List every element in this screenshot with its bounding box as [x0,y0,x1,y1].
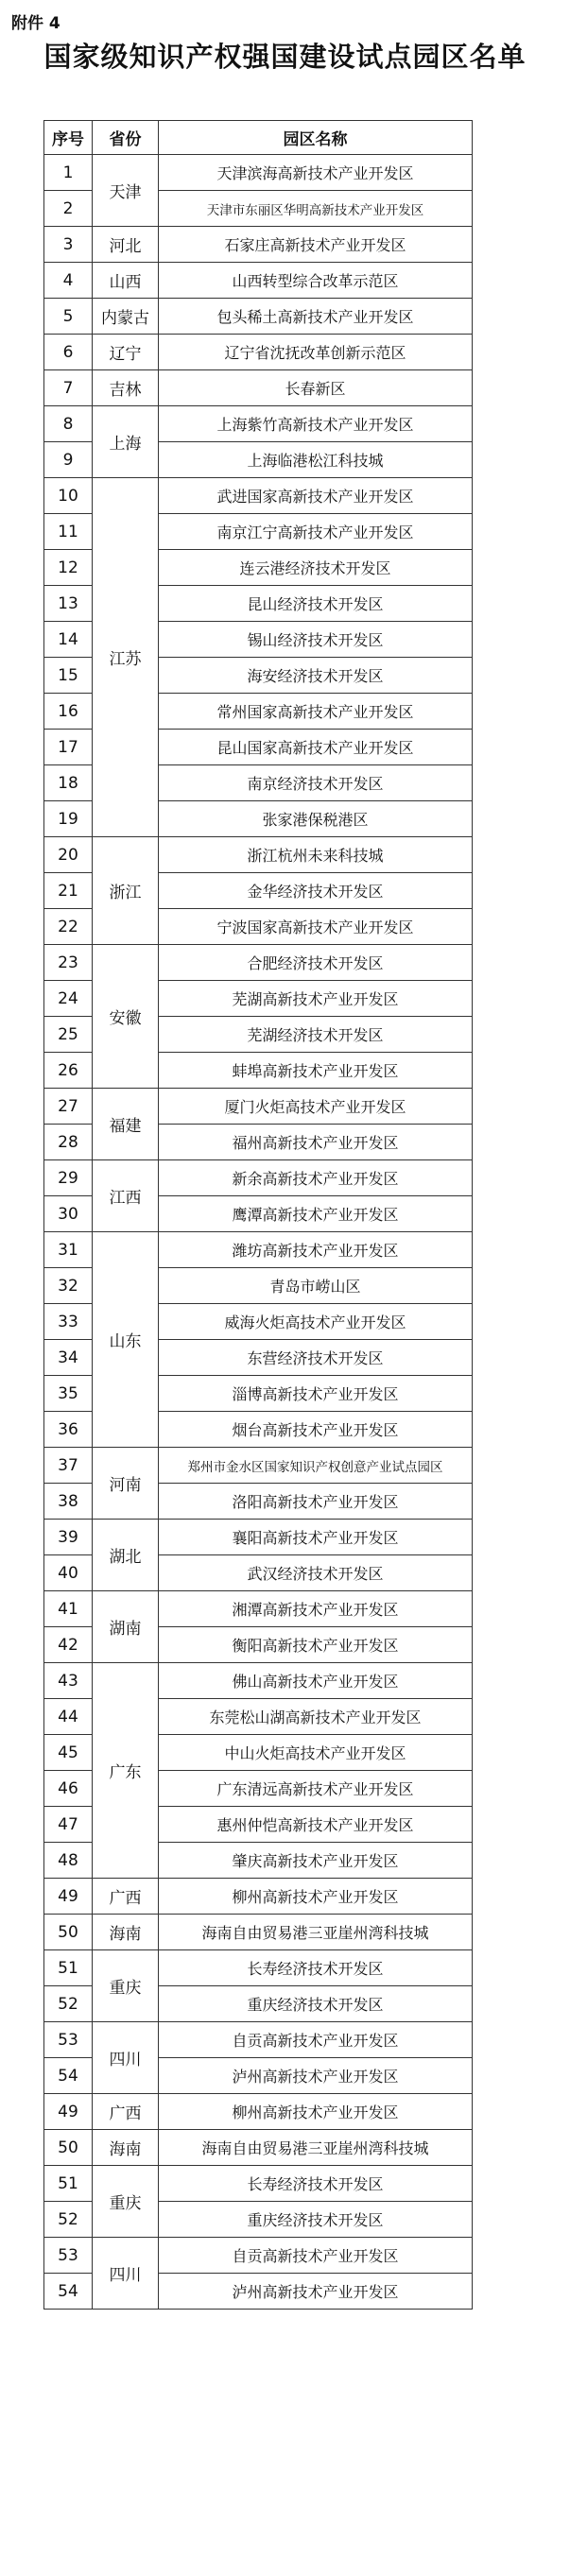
column-header-no: 序号 [44,121,93,155]
park-name: 衡阳高新技术产业开发区 [159,1627,473,1663]
province-cell: 广西 [93,2094,159,2130]
park-name: 惠州仲恺高新技术产业开发区 [159,1807,473,1843]
row-number: 37 [44,1448,93,1484]
park-name: 武汉经济技术开发区 [159,1555,473,1591]
row-number: 19 [44,801,93,837]
table-row [44,1591,473,1627]
park-name: 泸州高新技术产业开发区 [159,2058,473,2094]
park-name: 襄阳高新技术产业开发区 [159,1520,473,1555]
row-number: 36 [44,1412,93,1448]
park-name: 中山火炬高技术产业开发区 [159,1735,473,1771]
table-header-row [44,121,473,155]
park-name: 新余高新技术产业开发区 [159,1160,473,1196]
table-row [44,1950,473,1986]
table-row [44,2130,473,2166]
park-name: 连云港经济技术开发区 [159,550,473,586]
province-cell: 浙江 [93,837,159,945]
park-name: 武进国家高新技术产业开发区 [159,478,473,514]
row-number: 48 [44,1843,93,1879]
park-name: 郑州市金水区国家知识产权创意产业试点园区 [159,1448,473,1484]
row-number: 33 [44,1304,93,1340]
document-title: 国家级知识产权强国建设试点园区名单 [43,41,527,73]
table-row [44,2094,473,2130]
park-name: 上海紫竹高新技术产业开发区 [159,406,473,442]
row-number: 41 [44,1591,93,1627]
row-number: 45 [44,1735,93,1771]
row-number: 12 [44,550,93,586]
row-number: 15 [44,658,93,694]
park-name: 芜湖高新技术产业开发区 [159,981,473,1017]
province-cell: 福建 [93,1089,159,1160]
park-name: 厦门火炬高技术产业开发区 [159,1089,473,1125]
park-name: 东莞松山湖高新技术产业开发区 [159,1699,473,1735]
table-row [44,1915,473,1950]
row-number: 1 [44,155,93,191]
row-number: 47 [44,1807,93,1843]
table-row [44,2166,473,2202]
row-number: 9 [44,442,93,478]
park-name: 东营经济技术开发区 [159,1340,473,1376]
park-name: 合肥经济技术开发区 [159,945,473,981]
park-name: 重庆经济技术开发区 [159,2202,473,2238]
table-row [44,1232,473,1268]
park-name: 湘潭高新技术产业开发区 [159,1591,473,1627]
table-row [44,2238,473,2274]
row-number: 25 [44,1017,93,1053]
park-name: 蚌埠高新技术产业开发区 [159,1053,473,1089]
row-number: 27 [44,1089,93,1125]
park-name: 辽宁省沈抚改革创新示范区 [159,335,473,370]
column-header-province: 省份 [93,121,159,155]
park-name: 常州国家高新技术产业开发区 [159,694,473,730]
row-number: 34 [44,1340,93,1376]
table-row [44,299,473,335]
park-name: 金华经济技术开发区 [159,873,473,909]
province-cell: 河南 [93,1448,159,1520]
row-number: 16 [44,694,93,730]
park-name: 海安经济技术开发区 [159,658,473,694]
table-row [44,1663,473,1699]
table-row [44,227,473,263]
province-cell: 四川 [93,2238,159,2310]
row-number: 24 [44,981,93,1017]
park-name: 天津滨海高新技术产业开发区 [159,155,473,191]
park-name: 淄博高新技术产业开发区 [159,1376,473,1412]
table-row [44,370,473,406]
row-number: 20 [44,837,93,873]
table-row [44,1448,473,1484]
park-name: 柳州高新技术产业开发区 [159,2094,473,2130]
attachment-label: 附件 4 [11,14,60,33]
province-cell: 山东 [93,1232,159,1448]
row-number: 52 [44,1986,93,2022]
column-header-park: 园区名称 [159,121,473,155]
row-number: 21 [44,873,93,909]
table-row [44,1520,473,1555]
row-number: 44 [44,1699,93,1735]
row-number: 10 [44,478,93,514]
park-name: 山西转型综合改革示范区 [159,263,473,299]
park-name: 张家港保税港区 [159,801,473,837]
park-name: 洛阳高新技术产业开发区 [159,1484,473,1520]
park-name: 宁波国家高新技术产业开发区 [159,909,473,945]
row-number: 42 [44,1627,93,1663]
park-name: 南京经济技术开发区 [159,765,473,801]
row-number: 50 [44,1915,93,1950]
row-number: 5 [44,299,93,335]
province-cell: 广东 [93,1663,159,1879]
park-name: 浙江杭州未来科技城 [159,837,473,873]
park-name: 石家庄高新技术产业开发区 [159,227,473,263]
table-row [44,335,473,370]
table-row [44,478,473,514]
park-name: 泸州高新技术产业开发区 [159,2274,473,2310]
row-number: 18 [44,765,93,801]
park-name: 锡山经济技术开发区 [159,622,473,658]
table-row [44,263,473,299]
province-cell: 河北 [93,227,159,263]
row-number: 49 [44,2094,93,2130]
park-name: 柳州高新技术产业开发区 [159,1879,473,1915]
row-number: 30 [44,1196,93,1232]
park-name: 福州高新技术产业开发区 [159,1125,473,1160]
table-row [44,155,473,191]
park-name: 长寿经济技术开发区 [159,2166,473,2202]
province-cell: 江西 [93,1160,159,1232]
park-name: 昆山经济技术开发区 [159,586,473,622]
park-name: 自贡高新技术产业开发区 [159,2022,473,2058]
table-row [44,837,473,873]
province-cell: 四川 [93,2022,159,2094]
row-number: 35 [44,1376,93,1412]
table-row [44,406,473,442]
row-number: 14 [44,622,93,658]
row-number: 26 [44,1053,93,1089]
table-body [44,155,473,2310]
park-name: 海南自由贸易港三亚崖州湾科技城 [159,2130,473,2166]
province-cell: 山西 [93,263,159,299]
row-number: 39 [44,1520,93,1555]
province-cell: 重庆 [93,1950,159,2022]
province-cell: 安徽 [93,945,159,1089]
province-cell: 重庆 [93,2166,159,2238]
park-name: 烟台高新技术产业开发区 [159,1412,473,1448]
park-list-table [43,120,473,2310]
park-name: 佛山高新技术产业开发区 [159,1663,473,1699]
park-name: 南京江宁高新技术产业开发区 [159,514,473,550]
row-number: 29 [44,1160,93,1196]
park-name: 长春新区 [159,370,473,406]
row-number: 4 [44,263,93,299]
table-row [44,2022,473,2058]
row-number: 28 [44,1125,93,1160]
park-name: 威海火炬高技术产业开发区 [159,1304,473,1340]
province-cell: 内蒙古 [93,299,159,335]
row-number: 54 [44,2058,93,2094]
province-cell: 湖北 [93,1520,159,1591]
park-name: 自贡高新技术产业开发区 [159,2238,473,2274]
province-cell: 江苏 [93,478,159,837]
row-number: 50 [44,2130,93,2166]
row-number: 6 [44,335,93,370]
row-number: 51 [44,1950,93,1986]
row-number: 11 [44,514,93,550]
row-number: 52 [44,2202,93,2238]
row-number: 40 [44,1555,93,1591]
row-number: 51 [44,2166,93,2202]
park-name: 芜湖经济技术开发区 [159,1017,473,1053]
park-name: 潍坊高新技术产业开发区 [159,1232,473,1268]
row-number: 38 [44,1484,93,1520]
row-number: 8 [44,406,93,442]
park-name: 广东清远高新技术产业开发区 [159,1771,473,1807]
table-row [44,1160,473,1196]
province-cell: 天津 [93,155,159,227]
province-cell: 海南 [93,2130,159,2166]
row-number: 17 [44,730,93,765]
row-number: 49 [44,1879,93,1915]
park-name: 肇庆高新技术产业开发区 [159,1843,473,1879]
row-number: 53 [44,2022,93,2058]
row-number: 43 [44,1663,93,1699]
province-cell: 辽宁 [93,335,159,370]
park-name: 上海临港松江科技城 [159,442,473,478]
park-name: 天津市东丽区华明高新技术产业开发区 [159,191,473,227]
park-name: 青岛市崂山区 [159,1268,473,1304]
park-name: 海南自由贸易港三亚崖州湾科技城 [159,1915,473,1950]
row-number: 23 [44,945,93,981]
row-number: 2 [44,191,93,227]
park-name: 重庆经济技术开发区 [159,1986,473,2022]
row-number: 7 [44,370,93,406]
row-number: 13 [44,586,93,622]
table-row [44,945,473,981]
row-number: 31 [44,1232,93,1268]
park-name: 鹰潭高新技术产业开发区 [159,1196,473,1232]
table-row [44,1879,473,1915]
row-number: 54 [44,2274,93,2310]
province-cell: 湖南 [93,1591,159,1663]
row-number: 22 [44,909,93,945]
province-cell: 吉林 [93,370,159,406]
row-number: 46 [44,1771,93,1807]
row-number: 32 [44,1268,93,1304]
province-cell: 海南 [93,1915,159,1950]
province-cell: 广西 [93,1879,159,1915]
row-number: 53 [44,2238,93,2274]
province-cell: 上海 [93,406,159,478]
park-name: 昆山国家高新技术产业开发区 [159,730,473,765]
table-row [44,1089,473,1125]
park-name: 长寿经济技术开发区 [159,1950,473,1986]
park-name: 包头稀土高新技术产业开发区 [159,299,473,335]
row-number: 3 [44,227,93,263]
